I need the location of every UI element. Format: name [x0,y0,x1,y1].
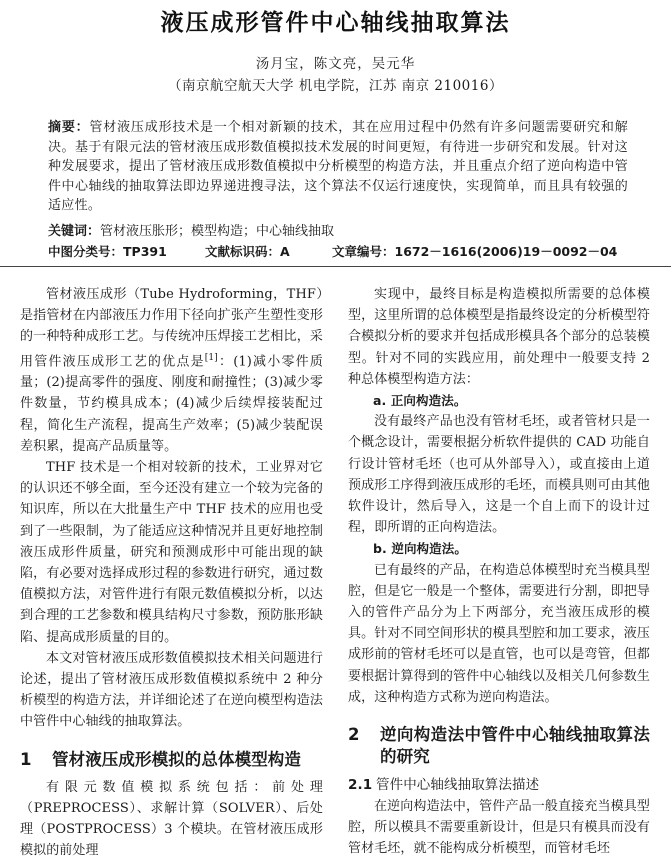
authors: 汤月宝，陈文亮，吴元华 [255,56,416,72]
keywords-label: 关键词： [48,224,101,239]
paragraph: 在逆向构造法中，管件产品一般直接充当模具型腔，所以模具不需要重新设计，但是只有模具而没有管材毛坯，就不能构成分析模型，而管材毛坯 [348,799,650,857]
paragraph: 本文对管材液压成形数值模拟技术相关问题进行论述，提出了管材液压成形数值模拟系统中 2 种分析模型的构造方法，并详细论述了在逆向模型构造法中管件中心轴线的抽取算法。 [20,650,323,730]
right-column [348,284,650,860]
paragraph: THF 技术是一个相对较新的技术，工业界对它的认识还不够全面，至今还没有建立一个较为完备的知识库，所以在大批量生产中 THF 技术的应用也受到了一些限制，为了能适应这种情况并且更好地控制液压成形件质量，研究和预测成形中可能出现的缺陷，有必要对选择成形过程的参数进行研究，通过数值模拟方法，对管件进行有限元数值模拟分析，以达到合理的工艺参数和模具结构尺寸参数，预防胀形缺陷、提高成形质量的目的。 [20,459,323,645]
subheading-a: a. 正向构造法。 [373,393,467,409]
section-number: 1 [20,749,32,769]
subsection-heading-2-1 [348,774,650,796]
subsection-title: 管件中心轴线抽取算法描述 [376,777,540,794]
keywords [48,220,628,239]
paragraph [20,284,323,457]
clc-number: 中图分类号：TP391 [48,244,167,259]
paragraph: 没有最终产品也没有管材毛坯，或者管材只是一个概念设计，需要根据分析软件提供的 CAD 功能自行设计管材毛坯（也可从外部导入），或直接由上道预成形工序得到液压成形的毛坯，而模具则可由其他软件设计，然后导入，这是一个自上而下的设计过程，即所谓的正向构造法。 [348,414,650,536]
document-code: 文献标识码：A [205,244,290,259]
subheading-b: b. 逆向构造法。 [373,541,467,557]
abstract [48,118,628,216]
paragraph: 实现中，最终目标是构造模拟所需要的总体模型，这里所谓的总体模型是指最终设定的分析模型符合模拟分析的要求并包括成形模具各个部分的总装模型。针对不同的实践应用，前处理中一般要支持 2 种总体模型构造方法： [348,287,650,387]
abstract-label: 摘要： [48,120,90,135]
paragraph-text: 管材液压成形（Tube Hydroforming，THF）是指管材在内部液压力作用下径向扩张产生塑性变形的一种特种成形工艺。与传统冲压焊接工艺相比，采用管件液压成形工艺的优点是 [20,287,323,369]
abstract-text: 管材液压成形技术是一个相对新颖的技术，其在应用过程中仍然有许多问题需要研究和解决。基于有限元法的管材液压成形数值模拟技术发展的时间更短，有待进一步研究和发展。针对这种发展要求，提出了管材液压成形数值模拟中分析模型的构造方法，并且重点介绍了逆向构造中管件中心轴线的抽取算法即边界递进搜寻法，这个算法不仅运行速度快，实现简单，而且具有较强的适应性。 [48,120,628,213]
section-number: 2 [348,725,360,745]
section-heading-2 [348,724,650,768]
subsection-number: 2.1 [348,777,373,794]
section-title: 逆向构造法中管件中心轴线抽取算法的研究 [380,725,650,767]
paper-title: 液压成形管件中心轴线抽取算法 [160,10,511,36]
section-heading-1 [20,749,323,771]
citation[interactable]: [1] [204,352,218,363]
paragraph: 已有最终的产品，在构造总体模型时充当模具型腔，但是它一般是一个整体，需要进行分割，即把导入的管件产品分为上下两部分，充当液压成形的模具。针对不同空间形状的模具型腔和加工要求，液压成形前的管材毛坯可以是直管，也可以是弯管，但都要根据计算得到的管件中心轴线以及相关几何参数生成，这种构造方式称为逆向构造法。 [348,562,650,705]
affiliation: （南京航空航天大学 机电学院，江苏 南京 210016） [168,78,503,94]
left-column [20,284,323,861]
article-number: 文章编号：1672－1616(2006)19－0092－04 [332,244,618,259]
keywords-text: 管材液压胀形；模型构造；中心轴线抽取 [100,224,335,239]
section-title: 管材液压成形模拟的总体模型构造 [52,749,301,769]
paragraph: 有限元数值模拟系统包括：前处理（PREPROCESS）、求解计算（SOLVER）、后处理（POSTPROCESS）3 个模块。在管材液压成形模拟的前处理 [20,779,323,859]
section-divider [0,266,671,267]
paragraph-text: ：(1)减小零件质量；(2)提高零件的强度、刚度和耐撞性；(3)减少零件数量，节约模具成本；(4)减少后续焊接装配过程，简化生产流程，提高生产效率；(5)减少装配误差积累，提高产品质量等。 [20,353,323,454]
